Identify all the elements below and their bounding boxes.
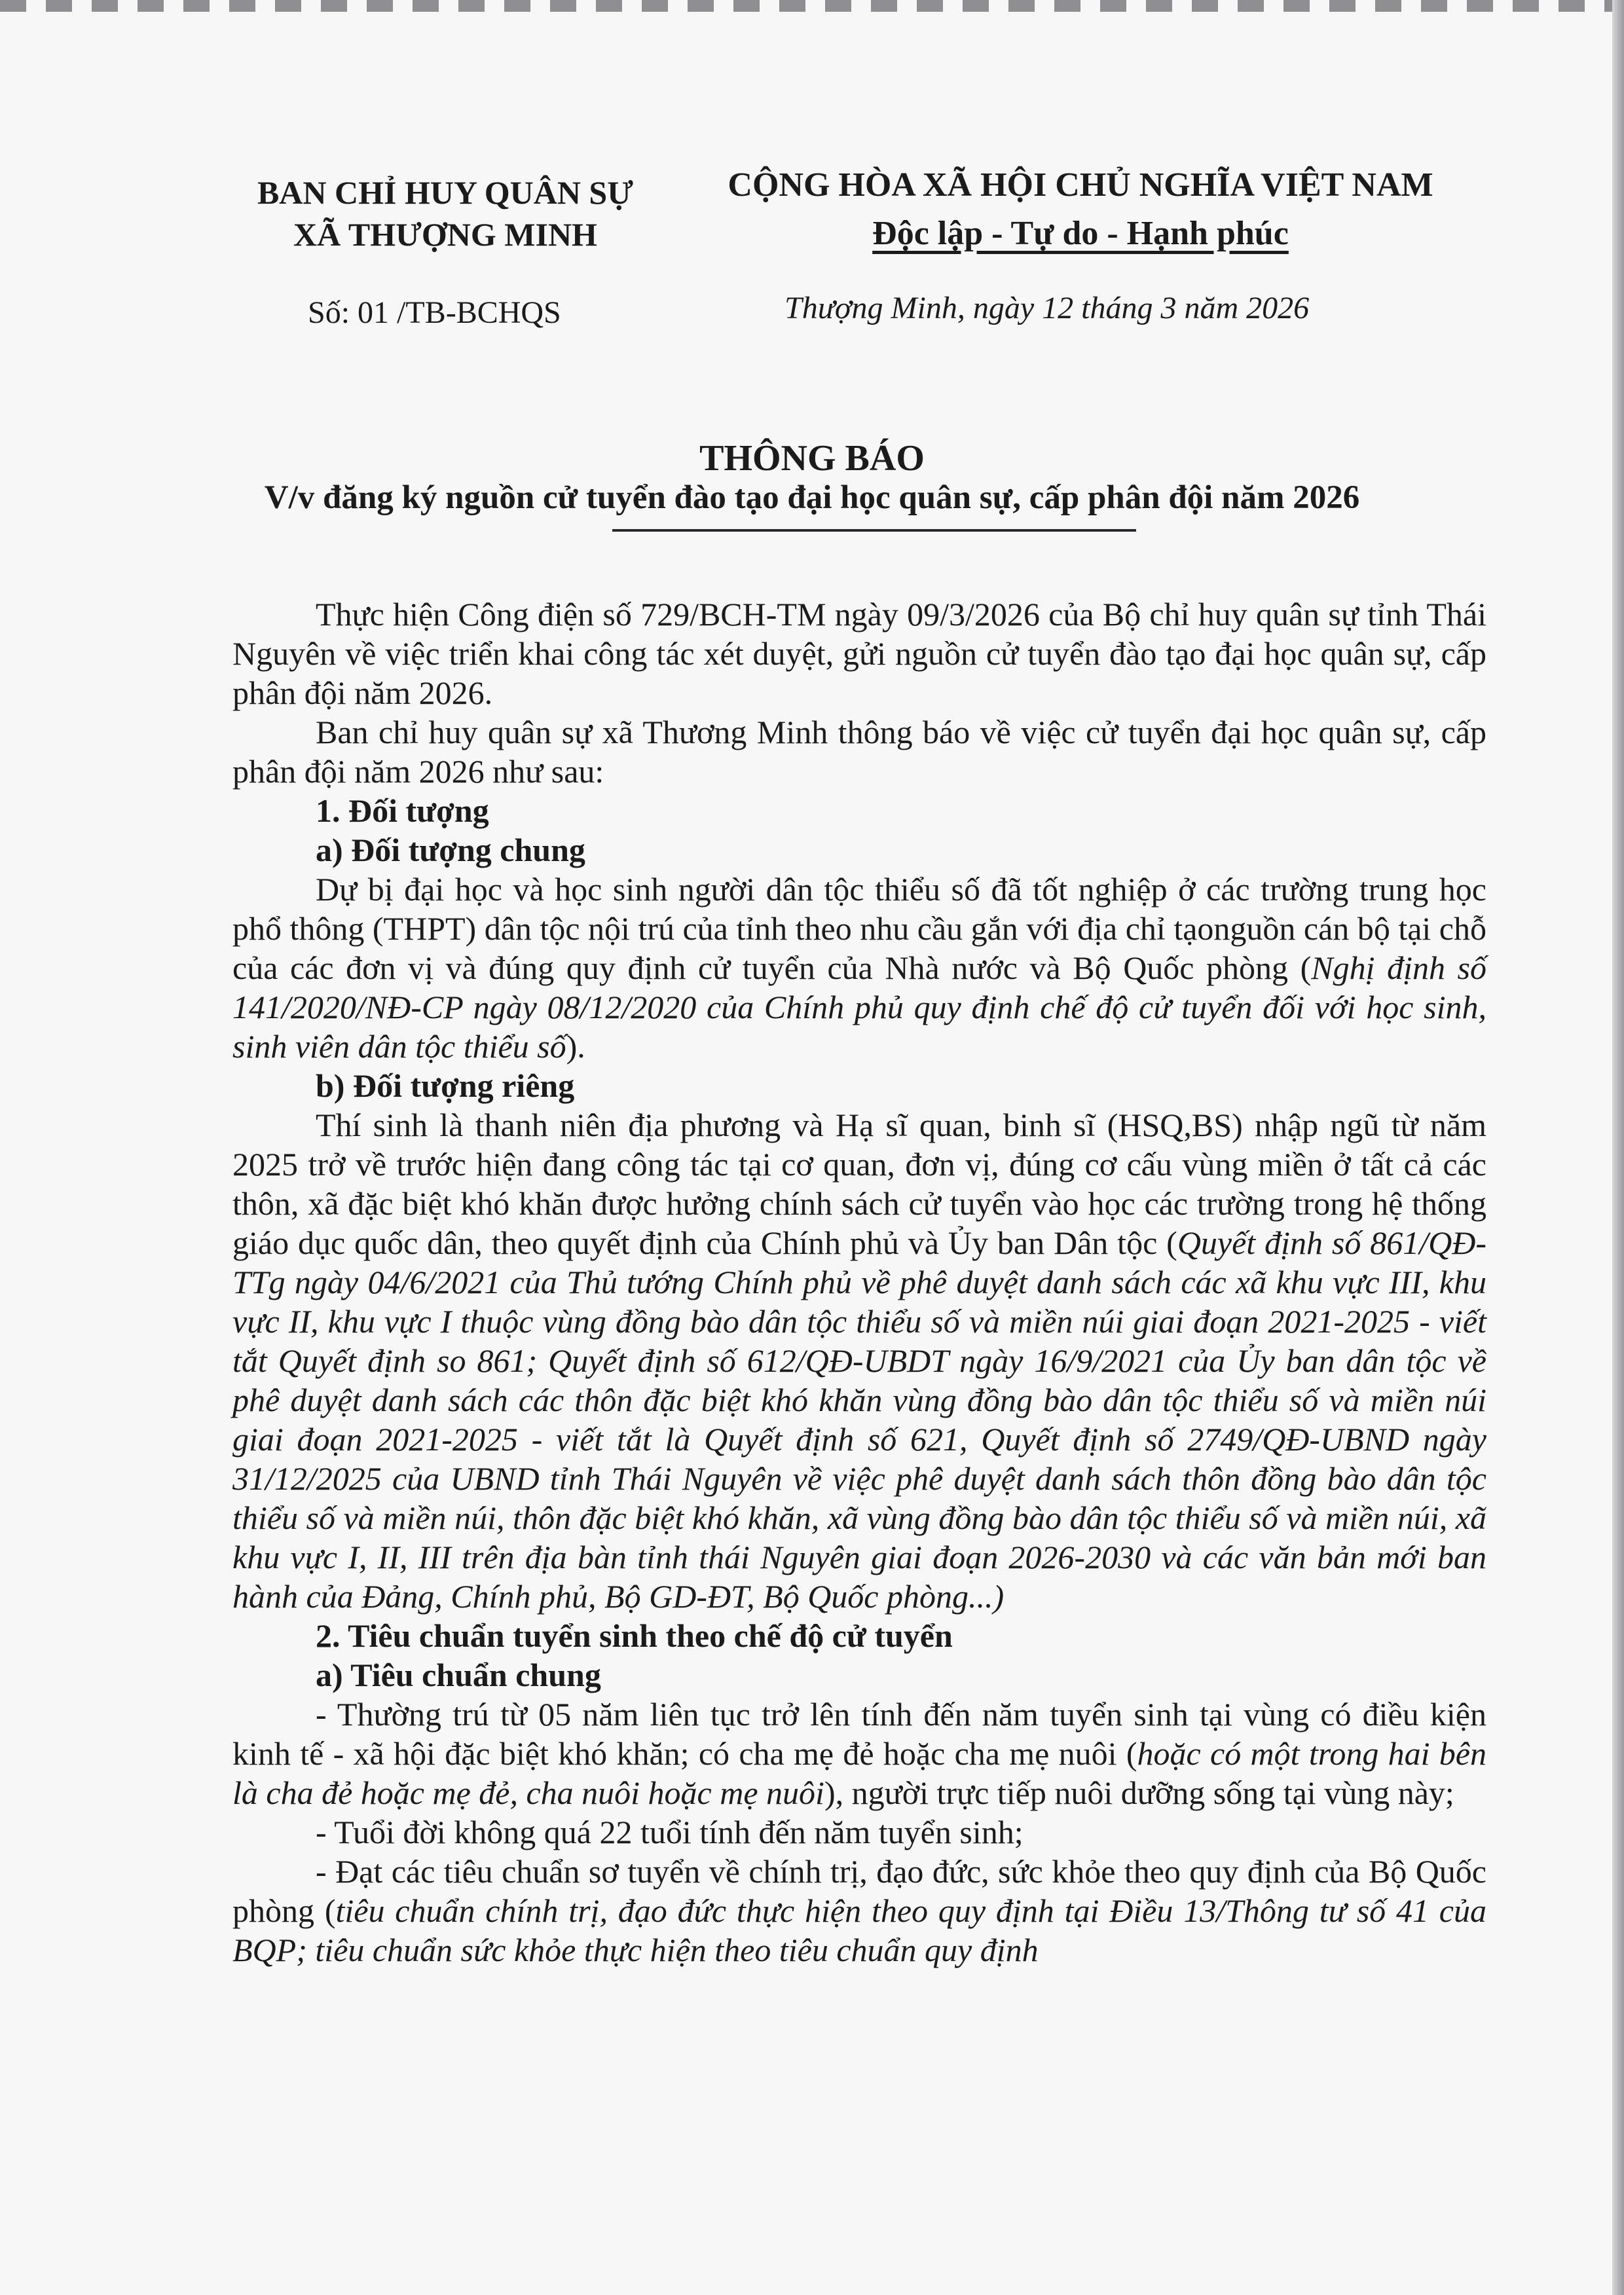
paragraph-standards: [232, 1852, 1486, 1970]
paragraph-announcement: Ban chỉ huy quân sự xã Thương Minh thông báo về việc cử tuyển đại học quân sự, cấp phân đội năm 2026 như sau:: [232, 714, 1486, 790]
paragraph-age: - Tuổi đời không quá 22 tuổi tính đến năm tuyển sinh;: [316, 1814, 1024, 1850]
italic-citation: Quyết định số 861/QĐ-TTg ngày 04/6/2021 của Thủ tướng Chính phủ về phê duyệt danh sách các xã khu vực III, khu vực II, khu vực I thuộc vùng đồng bào dân tộc thiểu số và miền núi giai đoạn 2021-2025 - viết tắt Quyết định so 861; Quyết định số 612/QĐ-UBDT ngày 16/9/2021 của Ủy ban dân tộc về phê duyệt danh sách các thôn đặc biệt khó khăn vùng đồng bào dân tộc thiểu số và miền núi giai đoạn 2021-2025 - viết tắt là Quyết định số 621, Quyết định số 2749/QĐ-UBND ngày 31/12/2025 của UBND tỉnh Thái Nguyên về việc phê duyệt danh sách thôn đồng bào dân tộc thiểu số và miền núi, thôn đặc biệt khó khăn, xã vùng đồng bào dân tộc thiểu số và miền núi, xã khu vực I, II, III trên địa bàn tỉnh thái Nguyên giai đoạn 2026-2030 và các văn bản mới ban hành của Đảng, Chính phủ, Bộ GD-ĐT, Bộ Quốc phòng...): [232, 1224, 1486, 1615]
national-motto: Độc lập - Tự do - Hạnh phúc: [872, 215, 1289, 252]
heading-section-1: 1. Đối tượng: [316, 792, 489, 829]
italic-citation: Nghị định số 141/2020/NĐ-CP ngày 08/12/2020 của Chính phủ quy định chế độ cử tuyển đối với học sinh, sinh viên dân tộc thiểu số: [232, 949, 1487, 1065]
issuing-agency: [216, 172, 674, 255]
paragraph-reference: Thực hiện Công điện số 729/BCH-TM ngày 09/3/2026 của Bộ chỉ huy quân sự tỉnh Thái Nguyên về việc triển khai công tác xét duyệt, gửi nguồn cử tuyển đào tạo đại học quân sự, cấp phân đội năm 2026.: [232, 596, 1486, 711]
place-and-date: Thượng Minh, ngày 12 tháng 3 năm 2026: [784, 291, 1310, 325]
text-run: ).: [566, 1028, 585, 1065]
document-subject: V/v đăng ký nguồn cử tuyển đào tạo đại học quân sự, cấp phân đội năm 2026: [264, 479, 1360, 516]
subject-underline: [612, 529, 1136, 532]
nation-name: CỘNG HÒA XÃ HỘI CHỦ NGHĨA VIỆT NAM: [728, 166, 1433, 204]
scan-top-edge: [0, 0, 1624, 12]
agency-line-2: XÃ THƯỢNG MINH: [293, 216, 597, 253]
document-title: THÔNG BÁO: [699, 438, 925, 479]
text-run: Thí sinh là thanh niên địa phương và Hạ sĩ quan, binh sĩ (HSQ,BS) nhập ngũ từ năm 2025 trở về trước hiện đang công tác tại cơ quan, đơn vị, đúng cơ cấu vùng miền ở tất cả các thôn, xã đặc biệt khó khăn được hưởng chính sách cử tuyển vào học các trường trong hệ thống giáo dục quốc dân, theo quyết định của Chính phủ và Ủy ban Dân tộc (: [232, 1107, 1486, 1261]
paragraph-specific-subjects: [232, 1105, 1486, 1616]
heading-section-2: 2. Tiêu chuẩn tuyển sinh theo chế độ cử tuyển: [316, 1617, 953, 1654]
paragraph-general-subjects: [232, 870, 1486, 1066]
paragraph-residency: [232, 1695, 1486, 1812]
text-run: - Thường trú từ 05 năm liên tục trở lên tính đến năm tuyển sinh tại vùng có điều kiện kinh tế - xã hội đặc biệt khó khăn; có cha mẹ đẻ hoặc cha mẹ nuôi (: [232, 1696, 1486, 1772]
document-number: Số: 01 /TB-BCHQS: [308, 295, 561, 330]
heading-section-2a: a) Tiêu chuẩn chung: [316, 1657, 601, 1693]
italic-citation: tiêu chuẩn chính trị, đạo đức thực hiện theo quy định tại Điều 13/Thông tư số 41 của BQP; tiêu chuẩn sức khỏe thực hiện theo tiêu chuẩn quy định: [232, 1892, 1486, 1968]
text-run: ), người trực tiếp nuôi dưỡng sống tại vùng này;: [824, 1774, 1454, 1811]
national-header: [688, 161, 1473, 258]
text-run: Dự bị đại học và học sinh người dân tộc thiểu số đã tốt nghiệp ở các trường trung học phổ thông (THPT) dân tộc nội trú của tỉnh theo nhu cầu gắn với địa chỉ tạonguồn cán bộ tại chỗ của các đơn vị và đúng quy định cử tuyển của Nhà nước và Bộ Quốc phòng (: [232, 871, 1486, 986]
document-body: [232, 595, 1486, 1970]
heading-section-1a: a) Đối tượng chung: [316, 832, 585, 868]
scan-right-edge: [1612, 0, 1624, 2295]
agency-line-1: BAN CHỈ HUY QUÂN SỰ: [257, 174, 634, 211]
italic-note: hoặc có một trong hai bên là cha đẻ hoặc mẹ đẻ, cha nuôi hoặc mẹ nuôi: [232, 1735, 1486, 1811]
heading-section-1b: b) Đối tượng riêng: [316, 1067, 575, 1104]
text-run: - Đạt các tiêu chuẩn sơ tuyển về chính trị, đạo đức, sức khỏe theo quy định của Bộ Quốc phòng (: [232, 1853, 1486, 1929]
